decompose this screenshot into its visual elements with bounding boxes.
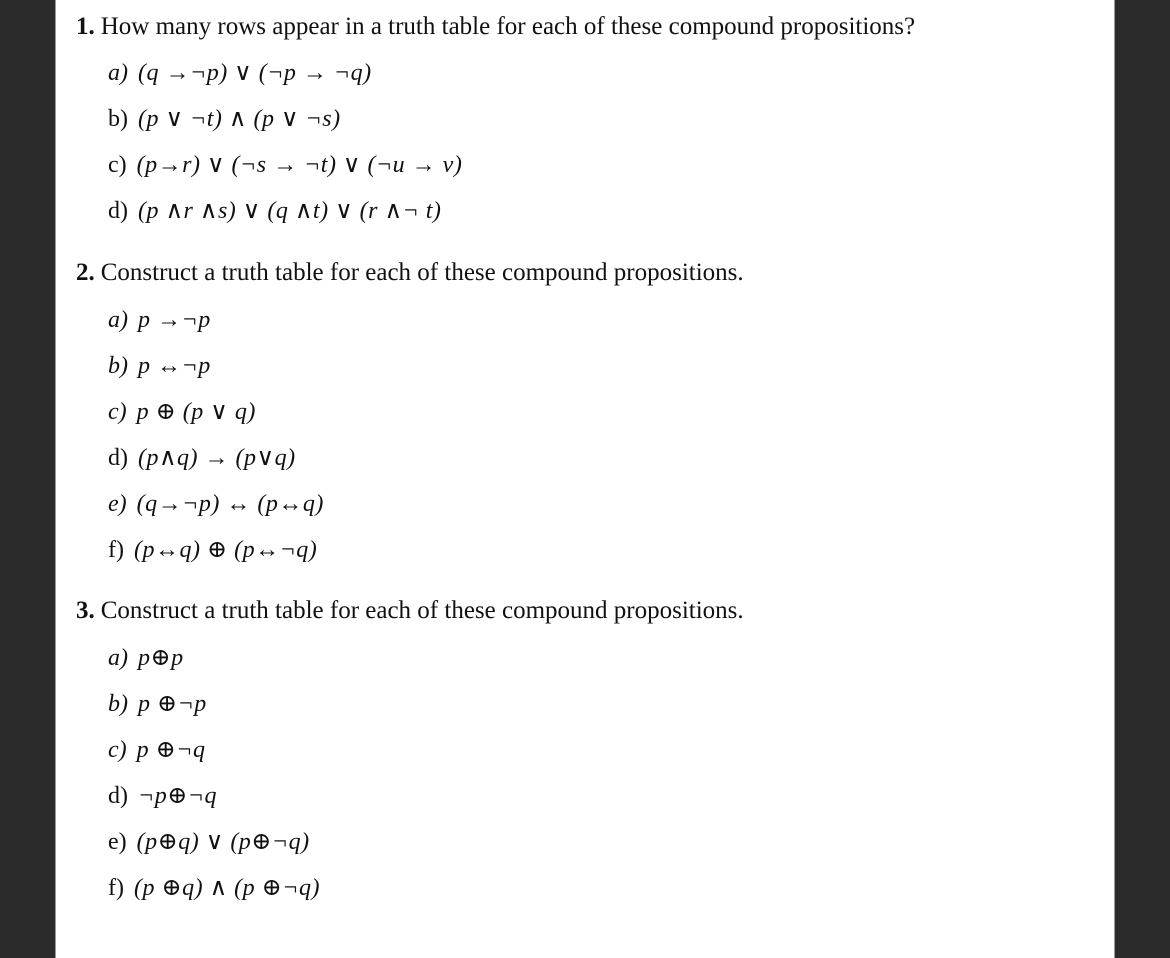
item-label: f) [108, 537, 124, 563]
item-label: e) [108, 829, 127, 855]
item-expression: p →¬p [138, 307, 211, 333]
item-expression: p⊕p [138, 645, 184, 671]
item-expression: (q →¬p) ∨ (¬p → ¬q) [138, 60, 372, 86]
item-expression: (q→¬p) ↔ (p↔q) [136, 491, 324, 517]
question-2-item-c [108, 397, 256, 427]
item-expression: ¬p⊕¬q [138, 783, 217, 809]
question-3-item-a [108, 643, 184, 673]
question-3-number: 3. [76, 597, 95, 624]
item-label: a) [108, 645, 128, 671]
item-label: a) [108, 307, 128, 333]
item-expression: (p↔q) ⊕ (p↔¬q) [133, 537, 318, 563]
document-page [55, 0, 1115, 958]
question-3-text: Construct a truth table for each of these compound propositions. [100, 597, 744, 624]
question-2-text: Construct a truth table for each of these compound propositions. [100, 259, 744, 286]
item-label: b) [108, 106, 128, 132]
item-label: e) [108, 491, 127, 517]
question-1-item-b [108, 104, 341, 134]
item-label: c) [108, 152, 127, 178]
item-expression: p ⊕¬q [136, 737, 206, 763]
item-label: d) [108, 445, 128, 471]
item-expression: p ⊕ (p ∨ q) [136, 399, 256, 425]
question-2-item-a [108, 305, 211, 335]
item-label: a) [108, 60, 128, 86]
question-1-title [76, 12, 915, 42]
question-1-text: How many rows appear in a truth table for each of these compound propositions? [100, 13, 916, 40]
item-expression: p ↔¬p [138, 353, 211, 379]
item-expression: (p ⊕q) ∧ (p ⊕¬q) [133, 875, 320, 901]
item-expression: (p⊕q) ∨ (p⊕¬q) [136, 829, 310, 855]
item-expression: (p∧q) → (p∨q) [138, 445, 296, 471]
question-3-item-d [108, 781, 217, 811]
item-label: d) [108, 198, 128, 224]
question-2-title [76, 258, 744, 288]
item-expression: (p→r) ∨ (¬s → ¬t) ∨ (¬u → v) [136, 152, 463, 178]
question-1-item-d [108, 196, 441, 226]
item-label: b) [108, 353, 128, 379]
question-2-item-f [108, 535, 317, 565]
item-label: d) [108, 783, 128, 809]
item-label: f) [108, 875, 124, 901]
question-3-item-c [108, 735, 205, 765]
item-label: b) [108, 691, 128, 717]
question-3-item-b [108, 689, 207, 719]
item-expression: p ⊕¬p [138, 691, 207, 717]
question-1-item-c [108, 150, 462, 180]
item-expression: (p ∧r ∧s) ∨ (q ∧t) ∨ (r ∧¬ t) [138, 198, 442, 224]
question-2-number: 2. [76, 259, 95, 286]
question-2-item-b [108, 351, 211, 381]
question-1-number: 1. [76, 13, 95, 40]
question-3-item-e [108, 827, 310, 857]
question-3-item-f [108, 873, 320, 903]
question-2-item-e [108, 489, 324, 519]
item-label: c) [108, 399, 127, 425]
question-2-item-d [108, 443, 296, 473]
item-label: c) [108, 737, 127, 763]
question-3-title [76, 596, 744, 626]
question-1-item-a [108, 58, 372, 88]
item-expression: (p ∨ ¬t) ∧ (p ∨ ¬s) [138, 106, 341, 132]
